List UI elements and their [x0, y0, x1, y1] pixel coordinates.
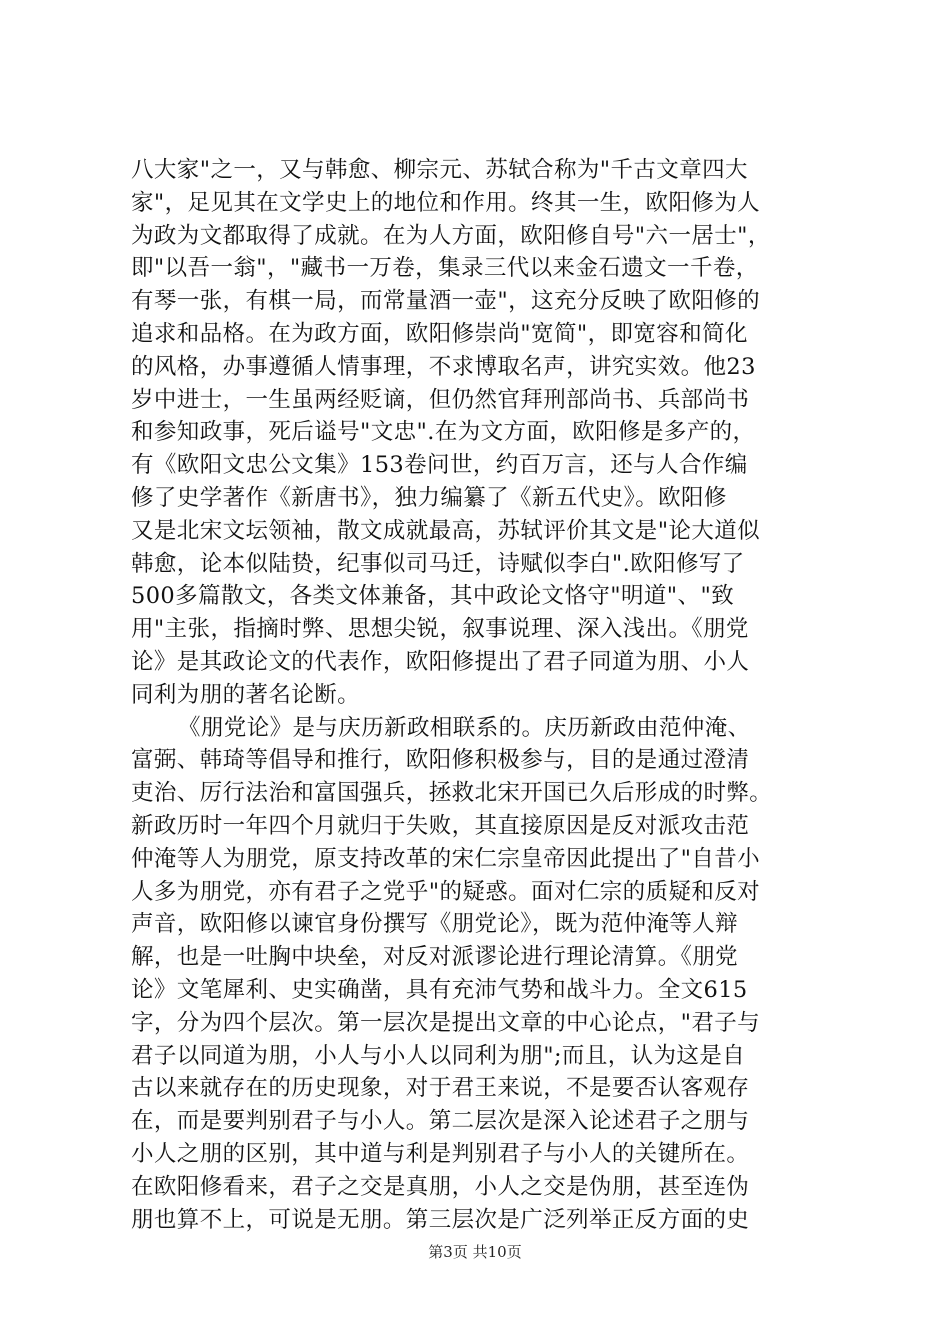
text-line: 吏治、厉行法治和富国强兵，拯救北宋开国已久后形成的时弊。	[131, 780, 773, 807]
text-line: 小人之朋的区别，其中道与利是判别君子与小人的关键所在。	[131, 1140, 750, 1167]
text-line: 的风格，办事遵循人情事理，不求博取名声，讲究实效。他23	[131, 353, 756, 380]
text-line: 韩愈，论本似陆贽，纪事似司马迁，诗赋似李白".欧阳修写了	[131, 550, 745, 577]
text-line: 又是北宋文坛领袖，散文成就最高，苏轼评价其文是"论大道似	[131, 517, 761, 544]
text-line: 修了史学著作《新唐书》，独力编纂了《新五代史》。欧阳修	[131, 484, 727, 511]
text-line: 《朋党论》是与庆历新政相联系的。庆历新政由范仲淹、	[178, 714, 751, 741]
text-line: 在，而是要判别君子与小人。第二层次是深入论述君子之朋与	[131, 1108, 750, 1135]
paragraph	[131, 712, 836, 1237]
text-line: 朋也算不上，可说是无朋。第三层次是广泛列举正反方面的史	[131, 1206, 750, 1233]
paragraph	[131, 154, 836, 712]
text-line: 字，分为四个层次。第一层次是提出文章的中心论点，"君子与	[131, 1009, 761, 1036]
text-line: 八大家"之一，又与韩愈、柳宗元、苏轼合称为"千古文章四大	[131, 157, 748, 183]
page-number-footer: 第3页 共10页	[428, 1243, 522, 1261]
text-line: 富弼、韩琦等倡导和推行，欧阳修积极参与，目的是通过澄清	[131, 747, 750, 774]
text-line: 论》是其政论文的代表作，欧阳修提出了君子同道为朋、小人	[131, 648, 750, 675]
text-line: 即"以吾一翁"，"藏书一万卷，集录三代以来金石遗文一千卷，	[131, 255, 759, 282]
text-line: 家"，足见其在文学史上的地位和作用。终其一生，欧阳修为人	[131, 189, 761, 216]
text-line: 声音，欧阳修以谏官身份撰写《朋党论》，既为范仲淹等人辩	[131, 911, 739, 938]
text-line: 追求和品格。在为政方面，欧阳修崇尚"宽简"，即宽容和简化	[131, 320, 748, 347]
text-line: 人多为朋党，亦有君子之党乎"的疑惑。面对仁宗的质疑和反对	[131, 878, 761, 905]
text-line: 同利为朋的著名论断。	[131, 681, 361, 708]
text-line: 新政历时一年四个月就归于失败，其直接原因是反对派攻击范	[131, 812, 750, 839]
text-line: 仲淹等人为朋党，原支持改革的宋仁宗皇帝因此提出了"自昔小	[131, 845, 761, 872]
text-line: 论》文笔犀利、史实确凿，具有充沛气势和战斗力。全文615	[131, 976, 748, 1003]
text-line: 有琴一张，有棋一局，而常量酒一壶"，这充分反映了欧阳修的	[131, 288, 761, 315]
text-line: 解，也是一吐胸中块垒，对反对派谬论进行理论清算。《朋党	[131, 944, 739, 971]
text-line: 500多篇散文，各类文体兼备，其中政论文恪守"明道"、"致	[131, 583, 735, 610]
text-line: 在欧阳修看来，君子之交是真朋，小人之交是伪朋，甚至连伪	[131, 1173, 750, 1200]
text-line: 和参知政事，死后谥号"文忠".在为文方面，欧阳修是多产的，	[131, 419, 756, 446]
text-line: 古以来就存在的历史现象，对于君王来说，不是要否认客观存	[131, 1075, 750, 1102]
text-line: 君子以同道为朋，小人与小人以同利为朋";而且，认为这是自	[131, 1042, 746, 1069]
text-line: 为政为文都取得了成就。在为人方面，欧阳修自号"六一居士"，	[131, 222, 771, 249]
text-line: 岁中进士，一生虽两经贬谪，但仍然官拜刑部尚书、兵部尚书	[131, 386, 750, 413]
body-text	[131, 154, 836, 1236]
text-line: 用"主张，指摘时弊、思想尖锐，叙事说理、深入浅出。《朋党	[131, 616, 749, 643]
text-line: 有《欧阳文忠公文集》153卷问世，约百万言，还与人合作编	[131, 452, 748, 479]
